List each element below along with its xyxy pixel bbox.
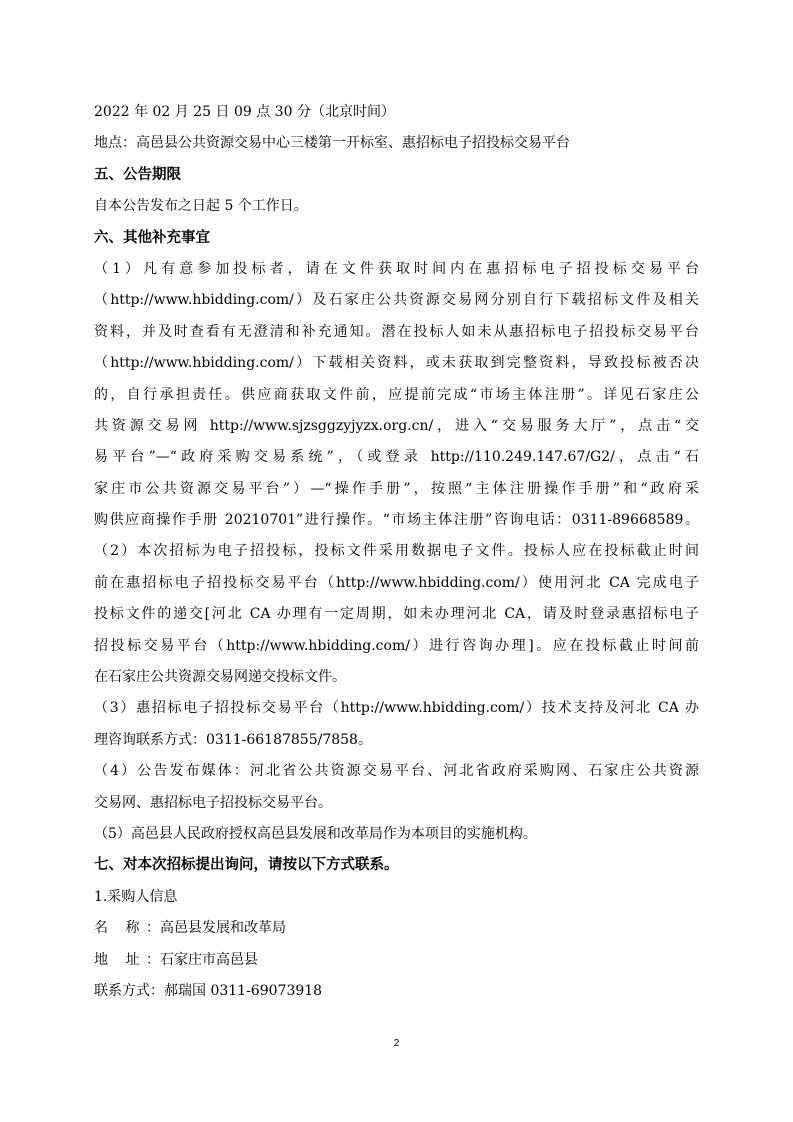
section-6-line: 共资源交易网 http://www.sjzsggzyjyzx.org.cn/，进入“交易服务大厅”，点击“交 <box>94 417 699 434</box>
section-6-line: （5）高邑县人民政府授权高邑县发展和改革局作为本项目的实施机构。 <box>94 825 537 842</box>
purchaser-address-label: 地 址： <box>94 951 160 968</box>
section-7-heading: 七、对本次招标提出询问，请按以下方式联系。 <box>94 857 399 874</box>
purchaser-contact-row <box>94 976 699 1007</box>
opening-time-line: 2022 年 02 月 25 日 09 点 30 分（北京时间） <box>94 104 395 120</box>
section-6-line: （1）凡有意参加投标者，请在文件获取时间内在惠招标电子招投标交易平台 <box>94 260 699 277</box>
section-6-line: 前在惠招标电子招投标交易平台（http://www.hbidding.com/）使用河北 CA 完成电子 <box>94 574 699 591</box>
section-6-line: 投标文件的递交[河北 CA 办理有一定周期，如未办理河北 CA，请及时登录惠招标电子 <box>94 606 699 623</box>
purchaser-name-value: 高邑县发展和改革局 <box>160 920 286 937</box>
purchaser-name-label: 名 称： <box>94 920 160 937</box>
section-6-line: 家庄市公共资源交易平台”）—“操作手册”，按照“主体注册操作手册”和“政府采 <box>94 480 699 497</box>
purchaser-info-heading: 1.采购人信息 <box>94 888 178 905</box>
purchaser-contact-value: 郝瑞国 0311-69073918 <box>164 982 323 999</box>
section-6-line: 资料，并及时查看有无澄清和补充通知。潜在投标人如未从惠招标电子招投标交易平台 <box>94 323 699 340</box>
section-6-line: （4）公告发布媒体：河北省公共资源交易平台、河北省政府采购网、石家庄公共资源 <box>94 763 699 780</box>
section-6-line: （2）本次招标为电子招投标，投标文件采用数据电子文件。投标人应在投标截止时间 <box>94 543 699 560</box>
page-number: 2 <box>393 1038 400 1049</box>
location-line: 地点：高邑县公共资源交易中心三楼第一开标室、惠招标电子招投标交易平台 <box>94 135 570 152</box>
section-5-heading: 五、公告期限 <box>94 166 181 183</box>
document-body <box>94 97 699 1007</box>
section-6-line: （3）惠招标电子招投标交易平台（http://www.hbidding.com/）技术支持及河北 CA 办 <box>94 700 699 717</box>
purchaser-address-row <box>94 945 699 976</box>
purchaser-name-row <box>94 913 699 944</box>
section-6-line: 易平台”—“政府采购交易系统”，（或登录 http://110.249.147.67/G2/，点击“石 <box>94 449 699 466</box>
section-5-text: 自本公告发布之日起 5 个工作日。 <box>94 198 308 215</box>
section-6-line: （http://www.hbidding.com/）下载相关资料，或未获取到完整资料，导致投标被否决 <box>94 355 699 372</box>
section-6-line: （http://www.hbidding.com/）及石家庄公共资源交易网分别自行下载招标文件及相关 <box>94 292 699 309</box>
section-6-line: 的，自行承担责任。供应商获取文件前，应提前完成“市场主体注册”。详见石家庄公 <box>94 386 699 403</box>
purchaser-contact-label: 联系方式： <box>94 982 164 999</box>
section-6-line: 交易网、惠招标电子招投标交易平台。 <box>94 794 332 811</box>
section-6-line: 理咨询联系方式：0311-66187855/7858。 <box>94 731 372 748</box>
section-6-heading: 六、其他补充事宜 <box>94 229 210 246</box>
section-6-line: 招投标交易平台（http://www.hbidding.com/）进行咨询办理]。应在投标截止时间前 <box>94 637 699 654</box>
section-6-line: 购供应商操作手册 20210701”进行操作。“市场主体注册”咨询电话：0311-89668589。 <box>94 512 699 529</box>
purchaser-address-value: 石家庄市高邑县 <box>160 951 258 968</box>
section-6-line: 在石家庄公共资源交易网递交投标文件。 <box>94 669 346 686</box>
